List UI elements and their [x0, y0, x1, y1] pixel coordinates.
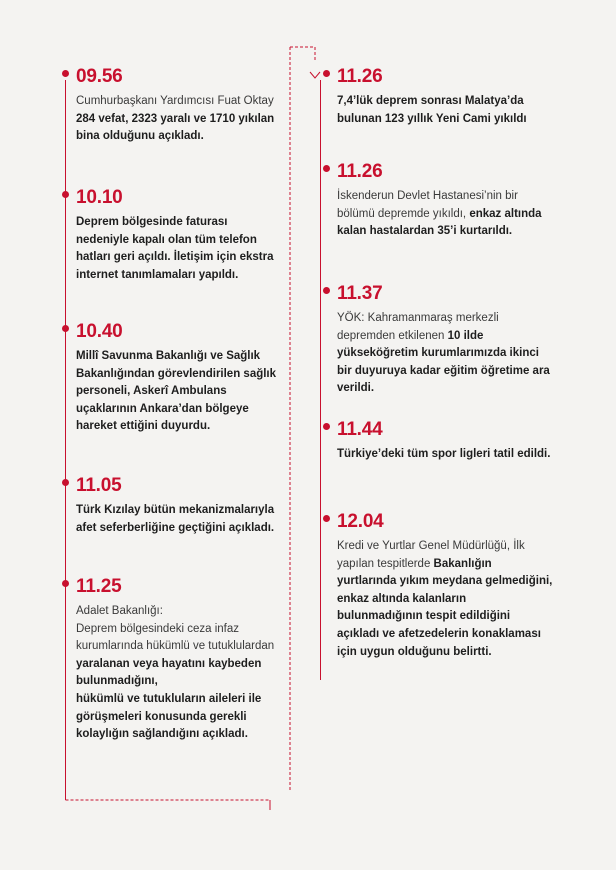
bold-text: 284 vefat, 2323 yaralı ve 1710 yıkılan bina olduğunu açıkladı.	[76, 112, 275, 143]
bold-text: enkaz altında kalan hastalardan 35’i kurtarıldı.	[337, 207, 542, 238]
regular-text: Kredi ve Yurtlar Genel Müdürlüğü, İlk yapılan tespitlerde	[337, 540, 525, 570]
timeline-entry	[62, 577, 277, 744]
bold-text: Millî Savunma Bakanlığı ve Sağlık Bakanlığından görevlendirilen sağlık personeli, Askerî Ambulans uçaklarının Ankara’dan bölgeye hareket ettiğini duyurdu.	[76, 350, 277, 433]
entry-text	[337, 446, 553, 464]
bold-text: hükümlü ve tutukluların aileleri ile görüşmeleri konusunda gerekli kolaylığın sağlandığını açıkladı.	[76, 692, 262, 741]
bold-text: Türk Kızılay bütün mekanizmalarıyla afet seferberliğine geçtiğini açıkladı.	[76, 504, 275, 534]
entry-time: 12.04	[337, 511, 384, 532]
timeline-entry	[62, 322, 277, 436]
bold-text: Deprem bölgesinde faturası nedeniyle kapalı olan tüm telefon hatları geri açıldı. İletişim için ekstra internet tanımlamaları yapıldı.	[76, 216, 274, 281]
timeline-entry	[62, 188, 277, 284]
timeline-entry	[323, 420, 553, 464]
timeline-dot	[323, 515, 330, 522]
bold-text: 7,4’lük deprem sonrası Malatya’da bulunan 123 yıllık Yeni Cami yıkıldı	[337, 95, 527, 125]
timeline-dot	[62, 191, 69, 198]
timeline-entry	[62, 476, 277, 537]
entry-time: 11.25	[76, 576, 122, 597]
arrow-down-icon	[310, 72, 320, 78]
entry-time: 10.10	[76, 187, 123, 208]
entry-paragraph	[337, 93, 553, 128]
timeline-dot	[62, 580, 69, 587]
timeline-dot	[323, 423, 330, 430]
entry-time: 10.40	[76, 321, 123, 342]
entry-text	[337, 538, 553, 661]
entry-paragraph	[337, 538, 553, 661]
entry-time: 11.37	[337, 283, 383, 304]
top-dashed-connector	[290, 47, 315, 60]
entry-time: 11.05	[76, 475, 122, 496]
entry-paragraph	[76, 691, 277, 744]
timeline-dot	[62, 479, 69, 486]
entry-text	[76, 502, 277, 537]
entry-paragraph	[76, 502, 277, 537]
entry-paragraph	[337, 310, 553, 398]
timeline-dot	[62, 325, 69, 332]
regular-text: Adalet Bakanlığı:	[76, 605, 163, 617]
timeline-dot	[323, 70, 330, 77]
entry-text	[337, 310, 553, 398]
entry-paragraph	[337, 446, 553, 464]
timeline-dot	[323, 287, 330, 294]
entry-text	[76, 93, 277, 146]
entry-text	[337, 93, 553, 128]
timeline-entry	[323, 284, 553, 398]
entry-text	[337, 188, 553, 241]
entry-text	[76, 603, 277, 744]
timeline-entry	[323, 512, 553, 661]
entry-paragraph	[76, 93, 277, 146]
entry-paragraph	[76, 603, 277, 621]
timeline-dot	[323, 165, 330, 172]
regular-text: Deprem bölgesindeki ceza infaz kurumlarında hükümlü ve tutuklulardan	[76, 622, 275, 653]
timeline-dot	[62, 70, 69, 77]
entry-time: 11.26	[337, 66, 383, 87]
bold-text: Türkiye’deki tüm spor ligleri tatil edildi.	[337, 448, 551, 460]
entry-paragraph	[76, 621, 277, 691]
entry-time: 11.26	[337, 161, 383, 182]
bold-text: 10 ilde yükseköğretim kurumlarımızda ikinci bir duyuruya kadar eğitim öğretime ara verildi.	[337, 329, 550, 395]
entry-text	[76, 214, 277, 284]
entry-paragraph	[337, 188, 553, 241]
entry-time: 09.56	[76, 66, 123, 87]
bold-text: Bakanlığın yurtlarında yıkım meydana gelmediğini, enkaz altında kalanların bulunmadığının tespit edildiğini açıkladı ve afetzedelerin konaklaması için uygun olduğunu belirtti.	[337, 557, 553, 658]
entry-text	[76, 348, 277, 436]
entry-paragraph	[76, 214, 277, 284]
timeline-entry	[62, 67, 277, 146]
bold-text: yaralanan veya hayatını kaybeden bulunmadığını,	[76, 657, 262, 688]
timeline-entry	[323, 162, 553, 241]
timeline-entry	[323, 67, 553, 128]
regular-text: Cumhurbaşkanı Yardımcısı Fuat Oktay	[76, 95, 274, 107]
regular-text: İskenderun Devlet Hastanesi’nin bir bölümü depremde yıkıldı,	[337, 190, 518, 220]
regular-text: YÖK: Kahramanmaraş merkezli depremden etkilenen	[337, 312, 499, 342]
entry-time: 11.44	[337, 419, 383, 440]
entry-paragraph	[76, 348, 277, 436]
